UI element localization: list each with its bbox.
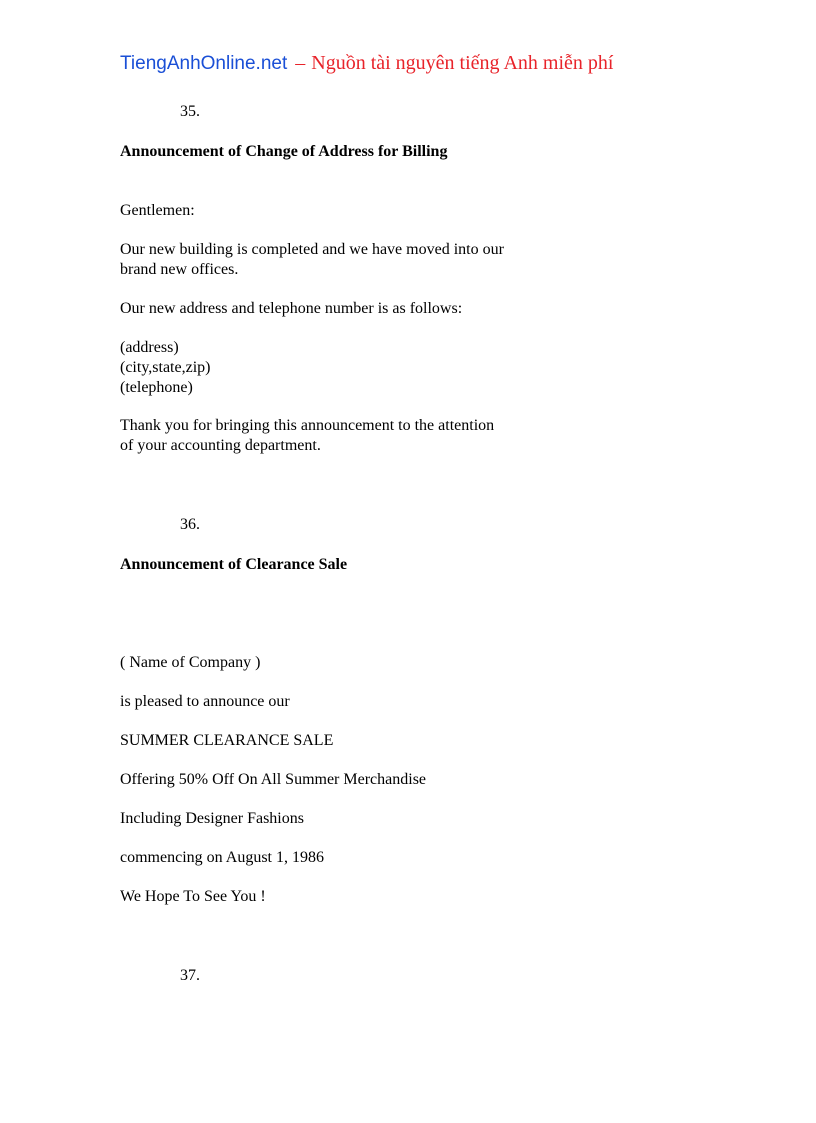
section-35-address: (address)	[120, 339, 179, 356]
section-35-city-state-zip: (city,state,zip)	[120, 359, 211, 376]
section-35-salutation: Gentlemen:	[120, 202, 195, 219]
section-36-line-4: Including Designer Fashions	[120, 810, 304, 827]
section-35-paragraph-3-line-1: Thank you for bringing this announcement to the attention	[120, 417, 495, 434]
section-36-line-3: Offering 50% Off On All Summer Merchandise	[120, 771, 427, 788]
section-36-number: 36.	[180, 516, 200, 533]
section-37-number: 37.	[180, 967, 200, 984]
section-35-telephone: (telephone)	[120, 379, 193, 396]
section-36-line-1: is pleased to announce our	[120, 693, 290, 710]
section-36-title: Announcement of Clearance Sale	[120, 556, 348, 573]
section-36-line-5: commencing on August 1, 1986	[120, 849, 324, 866]
header-tagline: Nguồn tài nguyên tiếng Anh miễn phí	[311, 52, 614, 74]
section-36-company: ( Name of Company )	[120, 654, 261, 671]
section-36-line-6: We Hope To See You !	[120, 888, 266, 905]
section-35-number: 35.	[180, 103, 200, 120]
section-36-line-2: SUMMER CLEARANCE SALE	[120, 732, 334, 749]
header-separator: –	[295, 52, 306, 74]
section-35-paragraph-2: Our new address and telephone number is as follows:	[120, 300, 463, 317]
site-name-link[interactable]: TiengAnhOnline.net	[120, 53, 288, 74]
section-35-paragraph-3-line-2: of your accounting department.	[120, 437, 321, 454]
section-35-paragraph-1-line-2: brand new offices.	[120, 261, 239, 278]
page-header	[120, 50, 613, 76]
section-35-title: Announcement of Change of Address for Billing	[120, 143, 448, 160]
section-35-paragraph-1-line-1: Our new building is completed and we have moved into our	[120, 241, 504, 258]
